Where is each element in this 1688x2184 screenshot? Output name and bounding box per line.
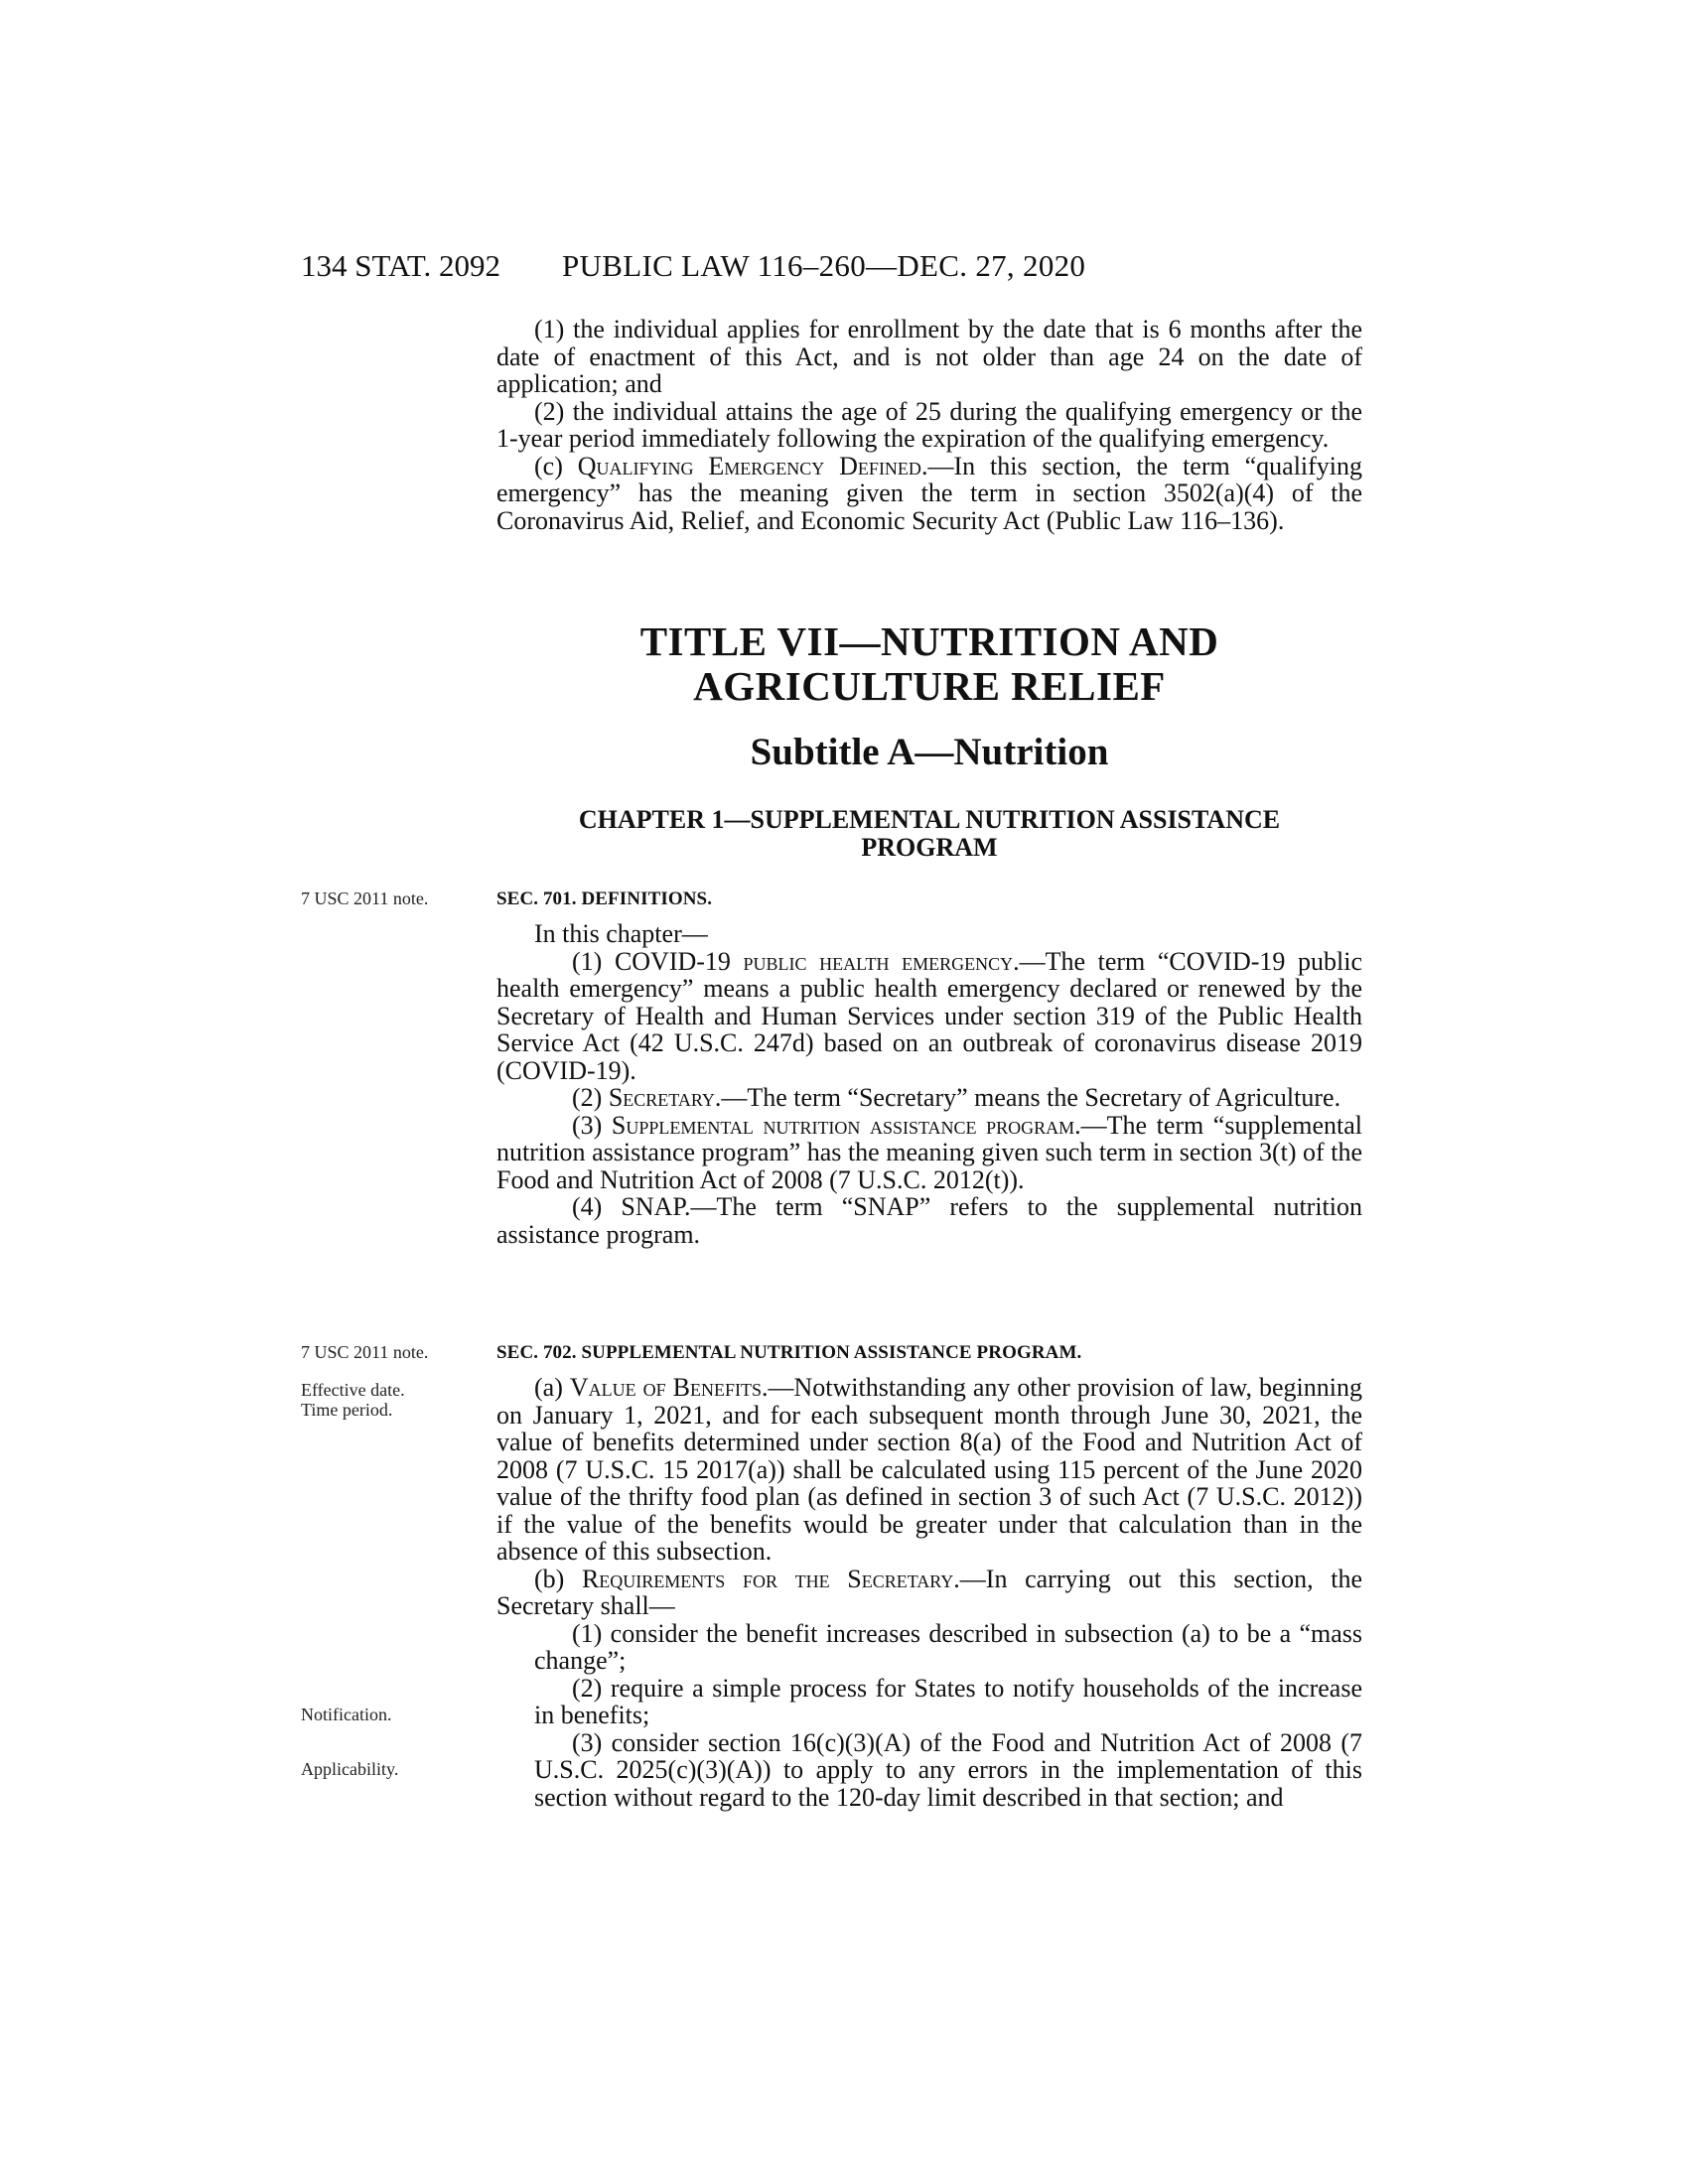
margin-note-usc: 7 USC 2011 note. (301, 888, 429, 908)
margin-note-effective-date: Effective date. (301, 1380, 405, 1400)
chapter-line-2: PROGRAM (861, 833, 998, 862)
definition-heading: Supplemental nutrition assistance program (611, 1110, 1075, 1140)
requirement-2: (2) require a simple process for States to notify households of the increase in benefits; (534, 1673, 1362, 1729)
subsection-b-requirements (496, 1566, 1362, 1620)
subsection-text: .—In carrying out this section, the Secretary shall— (496, 1564, 1362, 1620)
title-line-2: AGRICULTURE RELIEF (693, 663, 1166, 709)
definition-heading: Secretary (608, 1083, 715, 1112)
definition-text: .—The term “Secretary” means the Secretary of Agriculture. (714, 1083, 1341, 1112)
subsection-label: (b) (534, 1564, 582, 1593)
definition-text: .—The term “COVID-19 public health emergency” means a public health emergency declared or renewed by the Secretary of Health and Human Services under section 319 of the Public Health Service Act (42 U.S.C. 247d) based on an outbreak of coronavirus disease 2019 (COVID-19). (496, 946, 1362, 1085)
definition-3 (496, 1112, 1362, 1194)
chapter-line-1: CHAPTER 1—SUPPLEMENTAL NUTRITION ASSISTANCE (578, 805, 1281, 834)
subsection-text: .—In this section, the term “qualifying emergency” has the meaning given the term in section 3502(a)(4) of the Coronavirus Aid, Relief, and Economic Security Act (Public Law 116–136). (496, 451, 1363, 535)
definition-label: (1) (572, 946, 615, 976)
carryover-paragraph-1: (1) the individual applies for enrollment by the date that is 6 months after the date of enactment of this Act, and is not older than age 24 on the date of application; and (496, 315, 1362, 398)
section-701-heading: SEC. 701. DEFINITIONS. (496, 888, 713, 909)
definition-label: (3) (572, 1110, 612, 1140)
public-law-citation: PUBLIC LAW 116–260—DEC. 27, 2020 (562, 248, 1086, 283)
statute-page-number: 134 STAT. 2092 (301, 248, 501, 283)
section-702-heading: SEC. 702. SUPPLEMENTAL NUTRITION ASSISTANCE PROGRAM. (496, 1342, 1082, 1363)
section-701-body (496, 920, 1362, 1248)
margin-note-time-period: Time period. (301, 1400, 393, 1420)
chapter-heading (496, 806, 1362, 862)
definition-label: (2) (572, 1083, 609, 1112)
margin-note-usc: 7 USC 2011 note. (301, 1342, 429, 1362)
subsection-heading: Requirements for the Secretary (581, 1564, 954, 1593)
requirement-3: (3) consider section 16(c)(3)(A) of the Food and Nutrition Act of 2008 (7 U.S.C. 2025(c)(3)(A)) to apply to any errors in the implementation of this section without regard to the 120-day limit described in that section; and (534, 1727, 1362, 1812)
requirement-1: (1) consider the benefit increases described in subsection (a) to be a “mass change”; (534, 1618, 1362, 1675)
definition-4 (496, 1193, 1362, 1248)
subsection-heading: Value of Benefits (569, 1373, 762, 1402)
margin-note-notification: Notification. (301, 1705, 392, 1724)
section-702-body (496, 1374, 1362, 1811)
definition-heading: COVID-19 public health emergency (614, 946, 1014, 976)
definition-heading: SNAP (621, 1192, 684, 1221)
definition-text: .—The term “supplemental nutrition assistance program” has the meaning given such term in section 3(t) of the Food and Nutrition Act of 2008 (7 U.S.C. 2012(t)). (496, 1110, 1362, 1194)
carryover-paragraph-2: (2) the individual attains the age of 25 during the qualifying emergency or the 1-year period immediately following the expiration of the qualifying emergency. (496, 396, 1362, 453)
subsection-c-qualifying-emergency (496, 453, 1362, 535)
subsection-heading: Qualifying Emergency Defined (577, 451, 921, 480)
carryover-text (496, 316, 1362, 534)
subsection-label: (c) (534, 451, 578, 480)
subtitle-heading: Subtitle A—Nutrition (750, 731, 1109, 773)
title-line-1: TITLE VII—NUTRITION AND (639, 618, 1219, 664)
subsection-text: .—Notwithstanding any other provision of law, beginning on January 1, 2021, and for each subsequent month through June 30, 2021, the value of benefits determined under section 8(a) of the Food and Nutrition Act of 2008 (7 U.S.C. 15 2017(a)) shall be calculated using 115 percent of the June 2020 value of the thrifty food plan (as defined in section 3 of such Act (7 U.S.C. 2012)) if the value of the benefits would be greater under that calculation than in the absence of this subsection. (496, 1373, 1362, 1566)
definition-text: .—The term “SNAP” refers to the supplemental nutrition assistance program. (496, 1192, 1362, 1249)
subsection-a-value-of-benefits (496, 1374, 1362, 1566)
margin-note-applicability: Applicability. (301, 1759, 399, 1779)
definitions-intro: In this chapter— (534, 919, 708, 948)
definition-label: (4) (572, 1192, 622, 1221)
subsection-label: (a) (534, 1373, 570, 1402)
definition-1 (496, 948, 1362, 1085)
page-header (301, 248, 1214, 288)
title-heading (496, 619, 1362, 709)
definition-2 (496, 1084, 1362, 1112)
